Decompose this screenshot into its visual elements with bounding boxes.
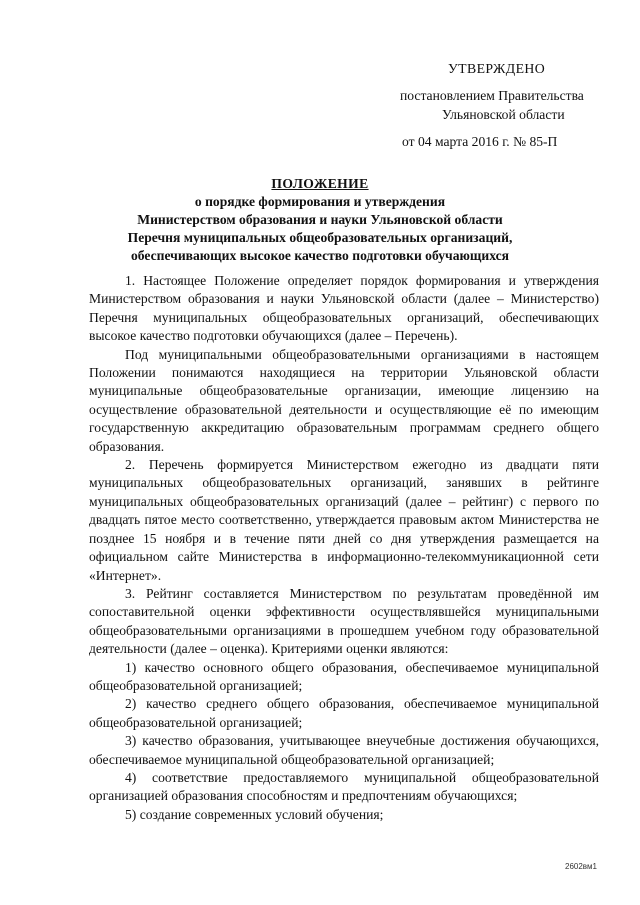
approval-line: Ульяновской области — [442, 106, 565, 122]
criteria-item: 4) соответствие предоставляемого муниципальной общеобразовательной организацией образования способностям и предпочтениям обучающихся; — [89, 769, 599, 804]
approval-date: от 04 марта 2016 г. № 85-П — [402, 134, 558, 150]
heading-line: обеспечивающих высокое качество подготовки обучающихся — [130, 248, 510, 263]
criteria-item: 2) качество среднего общего образования, обеспечиваемое муниципальной общеобразовательной организацией; — [89, 696, 599, 730]
document-title: ПОЛОЖЕНИЕ — [271, 176, 369, 191]
document-body — [89, 272, 599, 824]
heading-line: о порядке формирования и утверждения — [194, 194, 446, 209]
approval-line: постановлением Правительства — [400, 88, 584, 104]
paragraph: 1. Настоящее Положение определяет порядок формирования и утверждения Министерством образования и науки Ульяновской области (далее – Министерство) Перечня муниципальных общеобразовательных организаций, обеспечивающих высокое качество подготовки обучающихся (далее – Перечень). — [89, 273, 599, 344]
approval-title: УТВЕРЖДЕНО — [448, 61, 546, 76]
paragraph: 2. Перечень формируется Министерством ежегодно из двадцати пяти муниципальных общеобразовательных организаций, занявших в рейтинге муниципальных общеобразовательных организаций (далее – рейтинг) с первого по двадцать пятое место соответственно, утверждается правовым актом Министерства не позднее 15 ноября и в течение пяти дней со дня утверждения размещается на официальном сайте Министерства в информационно-телекоммуникационной сети «Интернет». — [89, 457, 599, 583]
heading-line: Перечня муниципальных общеобразовательных организаций, — [127, 230, 513, 245]
heading-line: Министерством образования и науки Ульяновской области — [137, 212, 503, 227]
approval-stamp — [390, 60, 610, 152]
criteria-item: 3) качество образования, учитывающее внеучебные достижения обучающихся, обеспечиваемое муниципальной общеобразовательной организацией; — [89, 733, 599, 767]
criteria-item: 5) создание современных условий обучения; — [125, 806, 384, 822]
document-code: 2602вм1 — [565, 862, 597, 871]
paragraph: Под муниципальными общеобразовательными организациями в настоящем Положении понимаются находящиеся на территории Ульяновской области муниципальные общеобразовательные организации, имеющие лицензию на осуществление образовательной деятельности и осуществляющие её по имеющим государственную аккредитацию образовательным программам среднего общего образования. — [89, 346, 599, 454]
document-heading — [80, 175, 560, 265]
paragraph: 3. Рейтинг составляется Министерством по результатам проведённой им сопоставительной оценки эффективности осуществлявшейся муниципальными общеобразовательными организациями в прошедшем учебном году образовательной деятельности (далее – оценка). Критериями оценки являются: — [89, 585, 599, 657]
criteria-item: 1) качество основного общего образования, обеспечиваемое муниципальной общеобразовательной организацией; — [89, 659, 599, 693]
